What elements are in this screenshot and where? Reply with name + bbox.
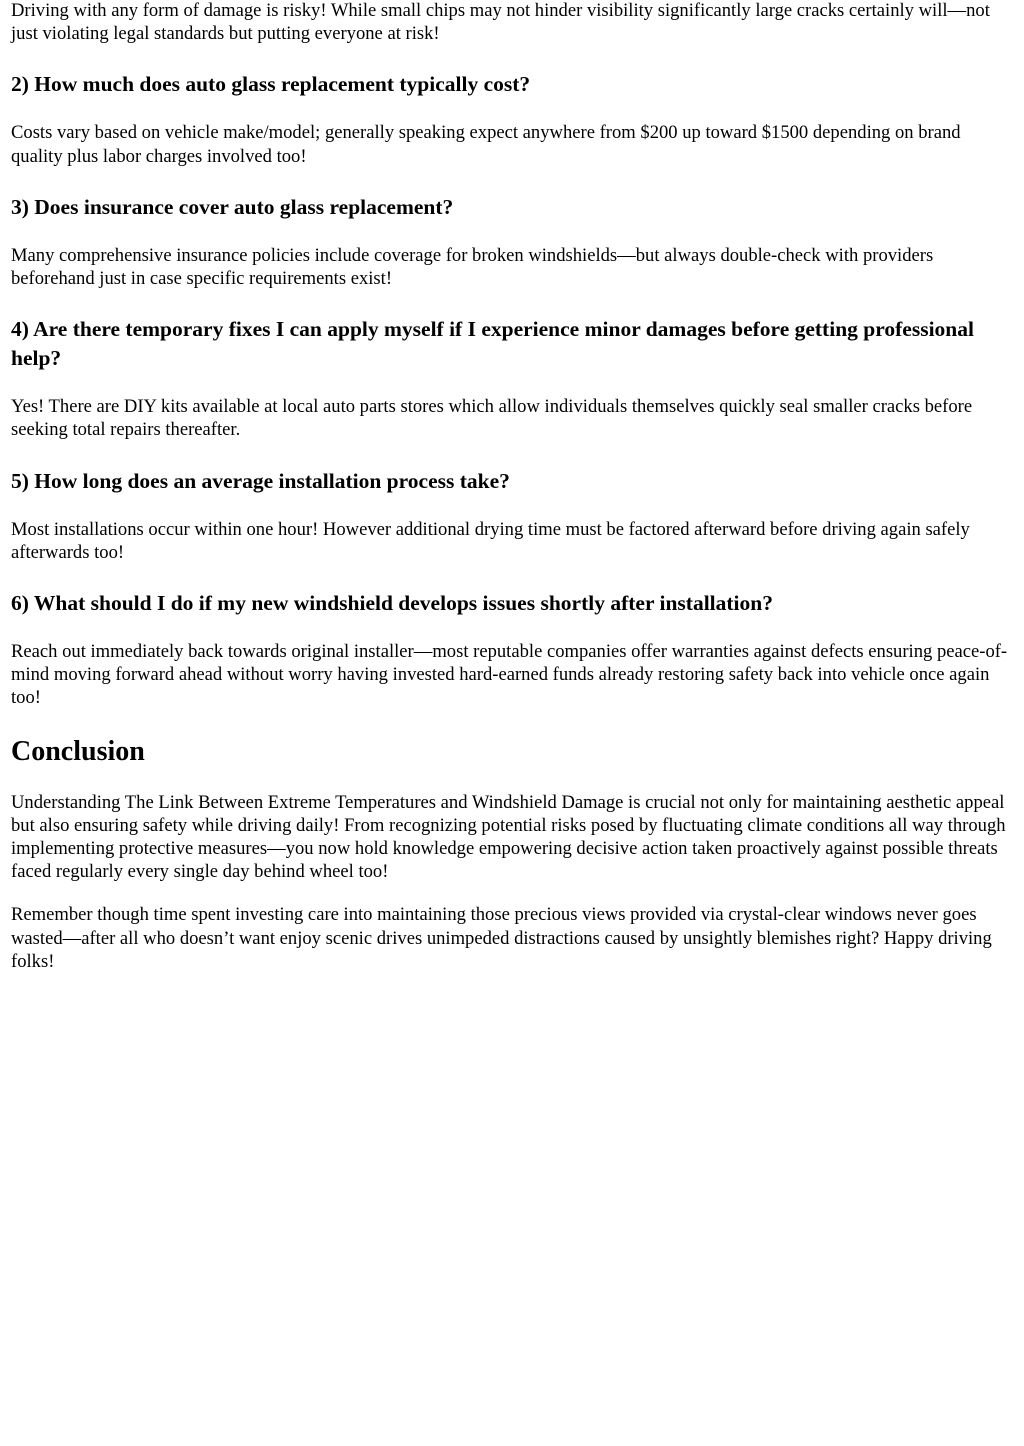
conclusion-paragraph-1: Understanding The Link Between Extreme Temperatures and Windshield Damage is crucial not only for maintaining aesthetic appeal but also ensuring safety while driving daily! From recognizing potential risks posed by fluctuating climate conditions all way through implementing protective measures—you now hold knowledge empowering decisive action taken proactively against possible threats faced regularly every single day behind wheel too!	[11, 791, 1006, 883]
faq-question-3: 3) Does insurance cover auto glass replacement?	[11, 194, 454, 219]
faq-answer-3: Many comprehensive insurance policies include coverage for broken windshields—but always double-check with providers beforehand just in case specific requirements exist!	[11, 244, 934, 290]
faq-question-5: 5) How long does an average installation process take?	[11, 468, 510, 493]
faq-question-2: 2) How much does auto glass replacement typically cost?	[11, 72, 531, 97]
faq-answer-4: Yes! There are DIY kits available at local auto parts stores which allow individuals themselves quickly seal smaller cracks before seeking total repairs thereafter.	[11, 396, 973, 441]
faq-answer-5: Most installations occur within one hour! However additional drying time must be factored afterward before driving again safely afterwards too!	[11, 518, 970, 563]
conclusion-paragraph-2: Remember though time spent investing care into maintaining those precious views provided via crystal-clear windows never goes wasted—after all who doesn’t want enjoy scenic drives unimpeded distractions caused by unsightly blemishes right? Happy driving folks!	[11, 904, 992, 972]
faq-question-6: 6) What should I do if my new windshield develops issues shortly after installation?	[11, 591, 773, 616]
faq-answer-6: Reach out immediately back towards original installer—most reputable companies offer warranties against defects ensuring peace-of-mind moving forward ahead without worry having invested hard-earned funds already restoring safety back into vehicle once again too!	[11, 641, 1008, 709]
faq-question-4: 4) Are there temporary fixes I can apply myself if I experience minor damages before getting professional help?	[11, 317, 974, 371]
faq-answer-1: Driving with any form of damage is risky! While small chips may not hinder visibility significantly large cracks certainly will—not just violating legal standards but putting everyone at risk!	[11, 0, 990, 45]
faq-answer-2: Costs vary based on vehicle make/model; generally speaking expect anywhere from $200 up toward $1500 depending on brand quality plus labor charges involved too!	[11, 122, 961, 167]
conclusion-heading: Conclusion	[11, 735, 145, 767]
